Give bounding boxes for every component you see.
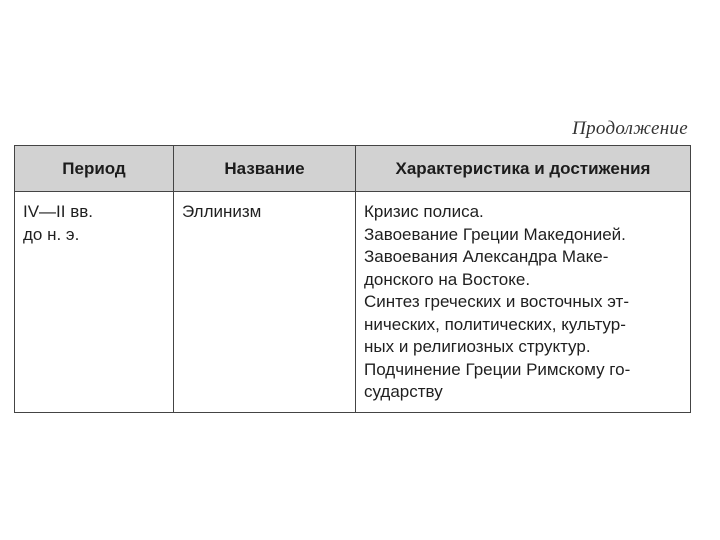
description-line: Кризис полиса.: [364, 202, 484, 221]
description-line: сударству: [364, 382, 443, 401]
description-line: донского на Востоке.: [364, 269, 531, 289]
description-line: Завоевания Александра Маке-: [364, 247, 609, 266]
description-line: Завоевание Греции Македонией.: [364, 224, 626, 244]
description-line: нических, политических, культур-: [364, 314, 626, 334]
description-line: Подчинение Греции Римскому го-: [364, 359, 631, 379]
period-cell: [15, 192, 174, 413]
name-cell: Эллинизм: [174, 192, 356, 413]
table-row: [15, 192, 691, 413]
description-line: ных и религиозных структур.: [364, 337, 591, 356]
history-table: [14, 145, 691, 413]
header-period: Период: [15, 146, 174, 192]
header-description: Характеристика и достижения: [356, 146, 691, 192]
table-header-row: [15, 146, 691, 192]
period-line: до н. э.: [23, 224, 80, 244]
continuation-label: Продолжение: [572, 118, 688, 139]
header-name: Название: [174, 146, 356, 192]
description-line: Синтез греческих и восточных эт-: [364, 292, 629, 311]
period-line: IV—II вв.: [23, 202, 94, 221]
description-cell: [356, 192, 691, 413]
